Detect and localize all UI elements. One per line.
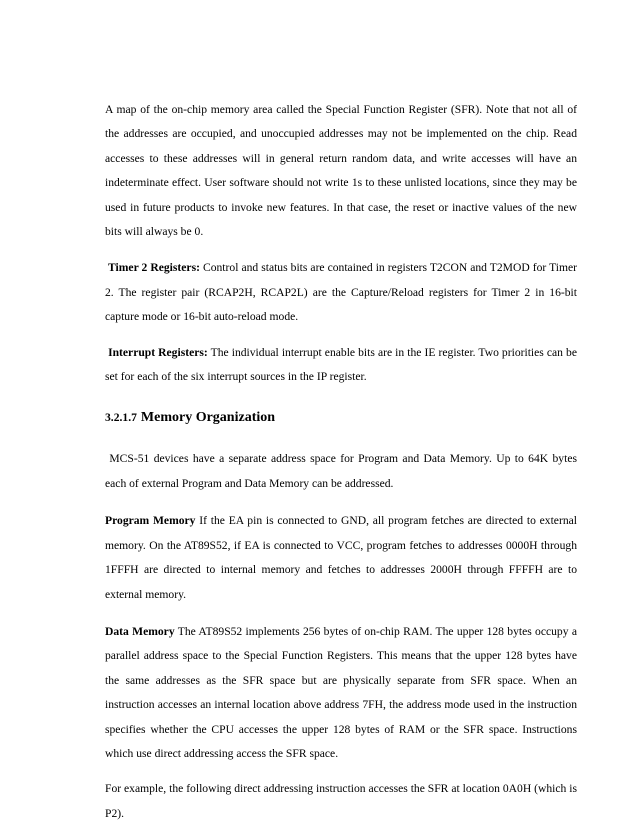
program-memory-label: Program Memory — [105, 514, 196, 528]
paragraph-interrupt-registers — [105, 341, 577, 390]
interrupt-registers-text: The individual interrupt enable bits are in the IE register. Two priorities can be set for each of the six interrupt sources in the IP register. — [105, 345, 577, 384]
paragraph-timer2-registers — [105, 256, 577, 329]
data-memory-text: The AT89S52 implements 256 bytes of on-chip RAM. The upper 128 bytes occupy a parallel address space to the Special Function Registers. This means that the upper 128 bytes have the same addresses as the SFR space but are physically separate from SFR space. When an instruction accesses an internal location above address 7FH, the address mode used in the instruction specifies whether the CPU accesses the upper 128 bytes of RAM or the SFR space. Instructions which use direct addressing access the SFR space. — [105, 624, 577, 760]
section-title: Memory Organization — [140, 410, 276, 426]
program-memory-text: If the EA pin is connected to GND, all program fetches are directed to external memory. On the AT89S52, if EA is connected to VCC, program fetches to addresses 0000H through 1FFFH are directed to internal memory and fetches to addresses 2000H through FFFFH are to external memory. — [105, 514, 577, 601]
mcs51-text: MCS-51 devices have a separate address space for Program and Data Memory. Up to 64K bytes each of external Program and Data Memory can be addressed. — [105, 452, 577, 490]
section-heading — [105, 405, 577, 429]
interrupt-registers-label: Interrupt Registers: — [108, 345, 208, 359]
paragraph-data-memory — [105, 620, 577, 766]
section-number: 3.2.1.7 — [105, 411, 137, 425]
data-memory-label: Data Memory — [105, 624, 175, 638]
paragraph-program-memory — [105, 509, 577, 607]
paragraph-example: For example, the following direct addressing instruction accesses the SFR at location 0A0H (which is P2). — [105, 782, 577, 820]
paragraph-mcs51 — [105, 447, 577, 496]
paragraph-sfr-map: A map of the on-chip memory area called the Special Function Register (SFR). Note that not all of the addresses are occupied, and unoccupied addresses may not be implemented on the chip. Read accesses to these addresses will in general return random data, and write accesses will have an indeterminate effect. User software should not write 1s to these unlisted locations, since they may be used in future products to invoke new features. In that case, the reset or inactive values of the new bits will always be 0. — [105, 103, 577, 239]
timer2-registers-text: Control and status bits are contained in registers T2CON and T2MOD for Timer 2. The register pair (RCAP2H, RCAP2L) are the Capture/Reload registers for Timer 2 in 16-bit capture mode or 16-bit auto-reload mode. — [105, 261, 577, 324]
timer2-registers-label: Timer 2 Registers: — [108, 261, 200, 275]
document-page — [105, 98, 577, 826]
